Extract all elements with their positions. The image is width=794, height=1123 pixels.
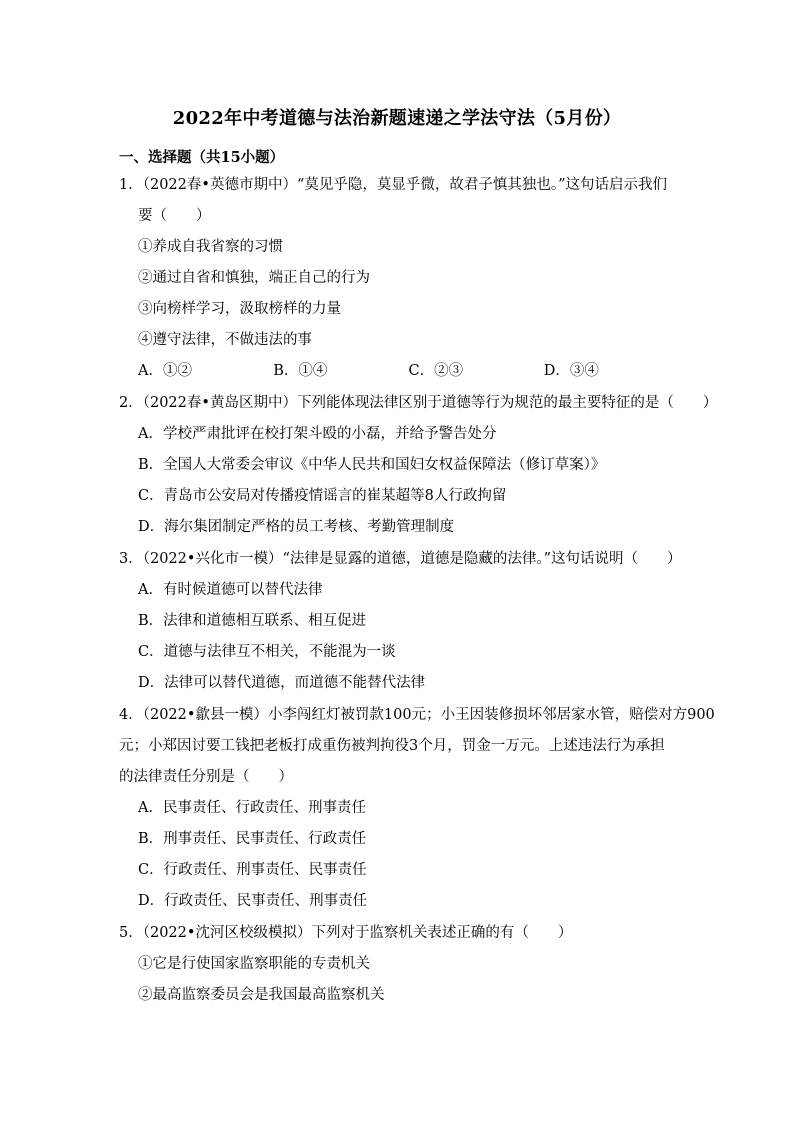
statement-item: ②最高监察委员会是我国最高监察机关 [138,987,385,1003]
question-stem-line: 2．（2022春•黄岛区期中）下列能体现法律区别于道德等行为规范的最主要特征的是（ ） [119,395,718,411]
question-number: 4． [119,707,143,723]
page-title: 2022年中考道德与法治新题速递之学法守法（5月份） [172,108,622,129]
question-5 [119,918,679,1011]
option-a: A．民事责任、行政责任、刑事责任 [138,800,366,816]
option-b: B．①④ [273,363,328,379]
question-stem-line: 3．（2022•兴化市一模）“法律是显露的道德，道德是隐藏的法律。”这句话说明（ ） [119,551,682,567]
option-d: D．法律可以替代道德，而道德不能替代法律 [138,675,426,691]
question-4 [119,700,715,917]
question-stem-line: 元；小郑因讨要工钱把老板打成重伤被判拘役3个月，罚金一万元。上述违法行为承担 [119,738,665,754]
question-stem-line: 的法律责任分别是（ ） [119,769,293,785]
option-d: D．③④ [543,363,599,379]
question-3 [119,544,682,699]
statement-item: ④遵守法律，不做违法的事 [138,332,312,348]
question-number: 2． [119,395,143,411]
question-stem-line: 要（ ） [138,208,211,224]
question-number: 1． [119,177,143,193]
option-b: B．全国人大常委会审议《中华人民共和国妇女权益保障法（修订草案）》 [138,457,606,473]
question-stem-line: 5．（2022•沈河区校级模拟）下列对于监察机关表述正确的有（ ） [119,925,573,941]
statement-item: ②通过自省和慎独，端正自己的行为 [138,270,370,286]
section-heading: 一、选择题（共15小题） [119,149,285,166]
option-d: D．行政责任、民事责任、刑事责任 [138,893,368,909]
question-1 [119,170,679,387]
question-number: 3． [119,551,143,567]
option-c: C．②③ [408,363,464,379]
question-number: 5． [119,925,143,941]
statement-item: ①养成自我省察的习惯 [138,239,283,255]
option-c: C．道德与法律互不相关，不能混为一谈 [138,644,396,660]
question-2 [119,388,718,543]
option-c: C．青岛市公安局对传播疫情谣言的崔某超等8人行政拘留 [138,488,507,504]
question-stem-line: 4．（2022•歙县一模）小李闯红灯被罚款100元；小王因装修损坏邻居家水管，赔偿对方900 [119,707,715,723]
option-b: B．法律和道德相互联系、相互促进 [138,613,367,629]
option-a: A．①② [138,363,192,379]
option-b: B．刑事责任、民事责任、行政责任 [138,831,367,847]
options-row [119,356,679,387]
option-d: D．海尔集团制定严格的员工考核、考勤管理制度 [138,519,455,535]
option-a: A．学校严肃批评在校打架斗殴的小磊，并给予警告处分 [138,426,497,442]
option-c: C．行政责任、刑事责任、民事责任 [138,862,367,878]
statement-item: ①它是行使国家监察职能的专责机关 [138,956,370,972]
question-stem-line: 1．（2022春•英德市期中）“莫见乎隐，莫显乎微，故君子慎其独也。”这句话启示我们 [119,177,668,193]
statement-item: ③向榜样学习，汲取榜样的力量 [138,301,341,317]
option-a: A．有时候道德可以替代法律 [138,582,323,598]
